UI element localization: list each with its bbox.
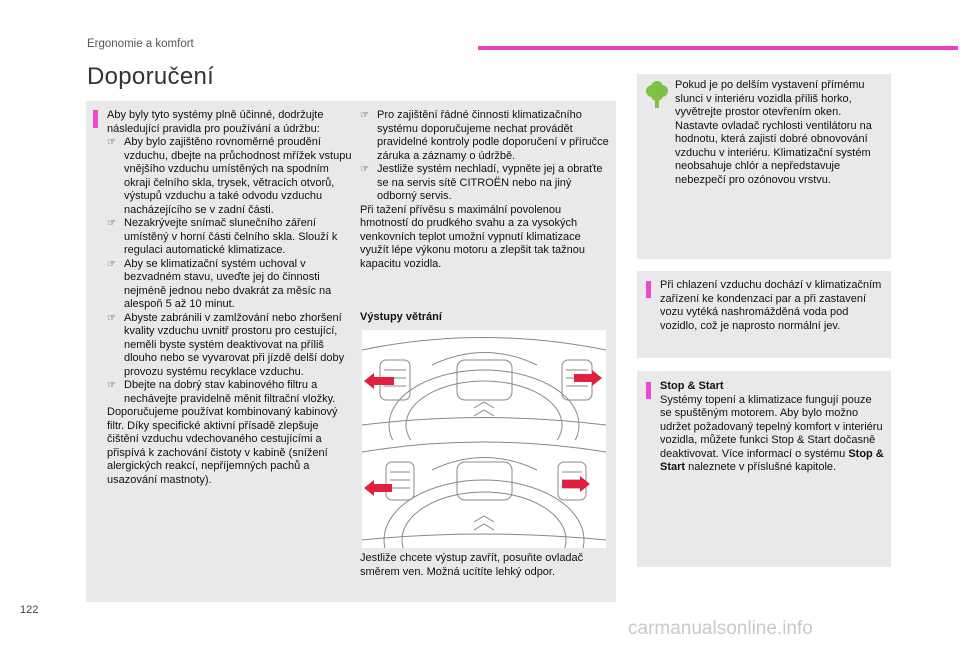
vents-caption: Jestliže chcete výstup zavřít, posuňte ovladač směrem ven. Možná ucítíte lehký odpor.	[360, 552, 584, 578]
list-item: ☞ Dbejte na dobrý stav kabinového filtru a nechávejte pravidelně měnit filtrační vložky.	[107, 379, 336, 405]
page-number: 122	[20, 604, 39, 616]
page-title: Doporučení	[87, 63, 215, 90]
tree-icon	[645, 81, 669, 109]
stop-start-title: Stop & Start	[660, 380, 724, 392]
outro-text: Doporučujeme používat kombinovaný kabinový filtr. Díky specifické aktivní přísadě zlepšuje čištění vzduchu vdechovaného cestujícími a přispívá k zachování čistoty v kabině (snížení alergických reakcí, nepříjemných pachů a usazování mastnoty).	[107, 406, 338, 486]
watermark: carmanualsonline.info	[628, 618, 813, 639]
bullet-icon: ☞	[107, 137, 116, 148]
intro-text: Aby byly tyto systémy plně účinné, dodržujte následující pravidla pro používání a údržbu:	[107, 109, 324, 135]
list-item: ☞ Aby bylo zajištěno rovnoměrné proudění vzduchu, dbejte na průchodnost mřížek vstupu vnějšího vzduchu umístěných na spodním okraji čelního skla, trysek, větracích otvorů, výstupů vzduchu a také odvodu vzduchu nacházejícího se v zadní části.	[107, 136, 352, 216]
bullet-icon: ☞	[360, 164, 369, 175]
vents-heading: Výstupy větrání	[360, 311, 442, 323]
info-icon	[646, 281, 651, 298]
header-accent-bar	[478, 46, 958, 50]
bullet-icon: ☞	[107, 312, 116, 324]
bullet-icon: ☞	[107, 218, 116, 229]
left-column	[107, 109, 352, 487]
list-item: ☞ Abyste zabránili v zamlžování nebo zhoršení kvality vzduchu uvnitř prostoru pro cestující, neměli byste systém deaktivovat na příliš dlouho nebo se vyvarovat při jízdě delší doby provozu systému recyklace vzduchu.	[107, 311, 345, 378]
ventilation-tip-text: Pokud je po delším vystavení přímému slunci v interiéru vozidla příliš horko, vyvětrejte prostor otevřením oken. Nastavte ovladač rychlosti ventilátoru na hodnotu, která zajistí dobré obnovování vzduchu v interiéru. Klimatizační systém neobsahuje chlór a nepředstavuje nebezpečí pro ozónovou vrstvu.	[675, 79, 872, 186]
bullet-icon: ☞	[107, 380, 116, 391]
list-item: ☞ Jestliže systém nechladí, vypněte jej a obraťte se na servis sítě CITROËN nebo na jiný odborný servis.	[360, 163, 603, 202]
dashboard-drawing	[362, 330, 606, 440]
dashboard-drawing	[362, 440, 606, 548]
stop-start-reference: Stop & Start	[660, 447, 884, 473]
list-item: ☞ Aby se klimatizační systém uchoval v bezvadném stavu, uveďte jej do činnosti nejméně jednou nebo dvakrát za měsíc na alespoň 5 až 10 minut.	[107, 257, 332, 310]
middle-column	[360, 109, 610, 271]
arrow-left-icon	[364, 373, 394, 389]
bullet-icon: ☞	[107, 258, 116, 270]
condensation-text: Při chlazení vzduchu dochází v klimatizačním zařízení ke kondenzaci par a při zastavení vozu vytéká nashromážděná voda pod vozidlo, což je naprosto normální jev.	[660, 279, 882, 332]
vent-illustration-open	[362, 440, 606, 548]
towing-text: Při tažení přívěsu s maximální povolenou hmotností do prudkého svahu a za vysokých venkovních teplot umožní vypnutí klimatizace využít lépe výkonu motoru a zlepšit tak tažnou kapacitu vozidla.	[360, 203, 586, 270]
arrow-left-icon	[364, 480, 392, 496]
list-item: ☞ Pro zajištění řádné činnosti klimatizačního systému doporučujeme nechat provádět pravidelné kontroly podle doporučení v příručce záruka a záznamy o údržbě.	[360, 109, 609, 162]
vent-illustration-closed	[362, 330, 606, 440]
stop-start-content	[660, 380, 884, 475]
info-icon	[93, 110, 98, 128]
stop-start-text: Systémy topení a klimatizace fungují pouze se spuštěným motorem. Aby bylo možno udržet požadovaný tepelný komfort v interiéru vozidla, můžete funkci Stop & Start dočasně deaktivovat. Více informací o systému Stop & Start naleznete v příslušné kapitole.	[660, 393, 884, 473]
list-item: ☞ Nezakrývejte snímač slunečního záření umístěný v horní části čelního skla. Slouží k regulaci automatické klimatizace.	[107, 217, 338, 256]
info-icon	[646, 382, 651, 399]
bullet-icon: ☞	[360, 110, 369, 121]
section-title: Ergonomie a komfort	[87, 38, 194, 50]
arrow-right-icon	[574, 370, 602, 386]
